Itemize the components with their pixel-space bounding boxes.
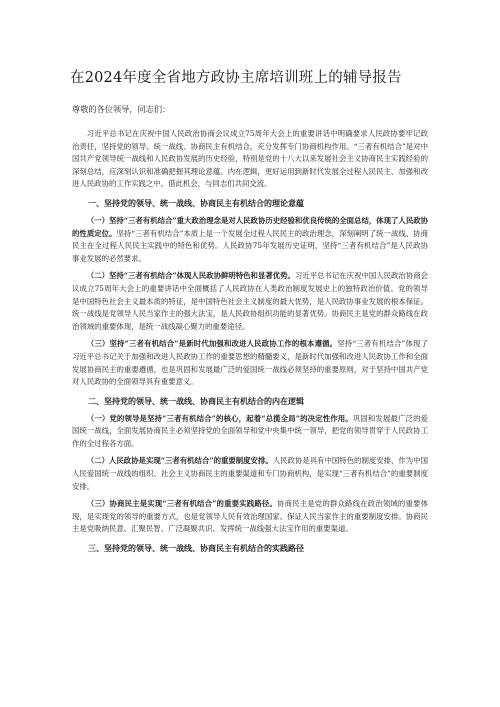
section-2-item-1-lead: （一）党的领导是坚持“三者有机结合”的核心，起着“总揽全局”的决定性作用。	[86, 413, 353, 423]
section-1-heading: 一、坚持党的领导、统一战线、协商民主有机结合的理论意蕴	[88, 197, 304, 208]
section-2-item-2-body: 人民政协是具有中国特色的制度安排，作为中国人民爱国统一战线的组织、社会主义协商民主的重要渠道和专门协商机构，是实现“三者有机结合”的重要制度安排。	[72, 456, 428, 491]
salutation: 尊敬的各位领导，同志们：	[72, 104, 171, 114]
section-1-item-2-body: 习近平总书记在庆祝中国人民政治协商会议成立75周年大会上的重要讲话中全面概括了人民政协在人类政治制度发展史上的独特政治价值。党的领导是中国特色社会主义最本质的特征，是中国特色社会主义制度的最大优势，是人民政协事业发展的根本保证。统一战线是党领导人民当家作主的强大法宝，是人民政协组织功能的显著优势。协商民主是党的群众路线在政治领域的重要体现，是统一战线凝心聚力的重要途径。	[72, 271, 428, 331]
section-2-item-3	[72, 498, 428, 536]
section-2-item-2	[72, 455, 428, 493]
section-1-item-2-lead: （二）坚持“三者有机结合”体现人民政协鲜明特色和显著优势。	[86, 271, 295, 281]
section-1-item-2	[72, 270, 428, 333]
document-title: 在2024年度全省地方政协主席培训班上的辅导报告	[70, 70, 402, 86]
section-1-item-3-body: 坚持“三者有机结合”体现了习近平总书记关于加强和改进人民政协工作的重要思想的精髓要义，是新时代加强和改进人民政协工作和全面发展协商民主的重要遵循，也是巩固和发展最广泛的爱国统一战线必须坚持的重要原则，对于坚持中国共产党对人民政协的全面领导具有重要意义。	[72, 339, 428, 387]
section-1-item-3	[72, 338, 428, 388]
section-2-item-1-body: 巩固和发展最广泛的爱国统一战线，全面发展协商民主必须坚持党的全面领导和党中央集中统一领导，把党的领导贯穿于人民政协工作的全过程各方面。	[72, 413, 428, 448]
section-1-item-3-lead: （三）坚持“三者有机结合”是新时代加强和改进人民政协工作的根本遵循。	[86, 339, 338, 349]
section-3-heading: 三、坚持党的领导、统一战线、协商民主有机结合的实践路径	[88, 543, 304, 554]
intro-paragraph: 习近平总书记在庆祝中国人民政治协商会议成立75周年大会上的重要讲话中明确要求人民政协要牢记政治责任，坚持党的领导、统一战线、协商民主有机结合，充分发挥专门协商机构作用。“三者有机结合”是对中国共产党领导统一战线和人民政协发展的历史经验，特别是党的十八大以来发展社会主义协商民主实践经验的深刻总结，应深刻认识和准确把握其理论意蕴、内在逻辑，更好运用到新时代发展全过程人民民主、加强和改进人民政协的工作实践之中。借此机会，与同志们共同交流。	[72, 129, 428, 189]
section-2-item-1	[72, 413, 428, 451]
section-1-item-1-body: 坚持“三者有机结合”本质上是一个发展全过程人民民主的政治理念，深刻阐明了统一战线、协商民主在全过程人民民主实践中的特色和优势。人民政协75年发展历史证明，坚持“三者有机结合”是人民政协事业发展的必然要求。	[72, 228, 428, 263]
section-2-item-2-lead: （二）人民政协是实现“三者有机结合”的重要制度安排。	[86, 456, 273, 466]
section-1-item-1	[72, 215, 428, 265]
section-2-heading: 二、坚持党的领导、统一战线、协商民主有机结合的内在逻辑	[88, 395, 304, 406]
section-2-item-3-lead: （三）协商民主是实现“三者有机结合”的重要实践路径。	[86, 499, 278, 509]
section-2-item-3-body: 协商民主是党的群众路线在政治领域的重要体现，是实现党的领导的重要方式，也是党领导人民有效治理国家、保证人民当家作主的重要制度安排。协商民主是党吸纳民意、汇聚民智、广泛凝聚共识、发挥统一战线强大法宝作用的重要渠道。	[72, 499, 428, 534]
section-1-item-1-lead: （一）坚持“三者有机结合”重大政治理念是对人民政协历史经验和优良传统的全面总结，体现了人民政协的性质定位。	[72, 215, 428, 238]
